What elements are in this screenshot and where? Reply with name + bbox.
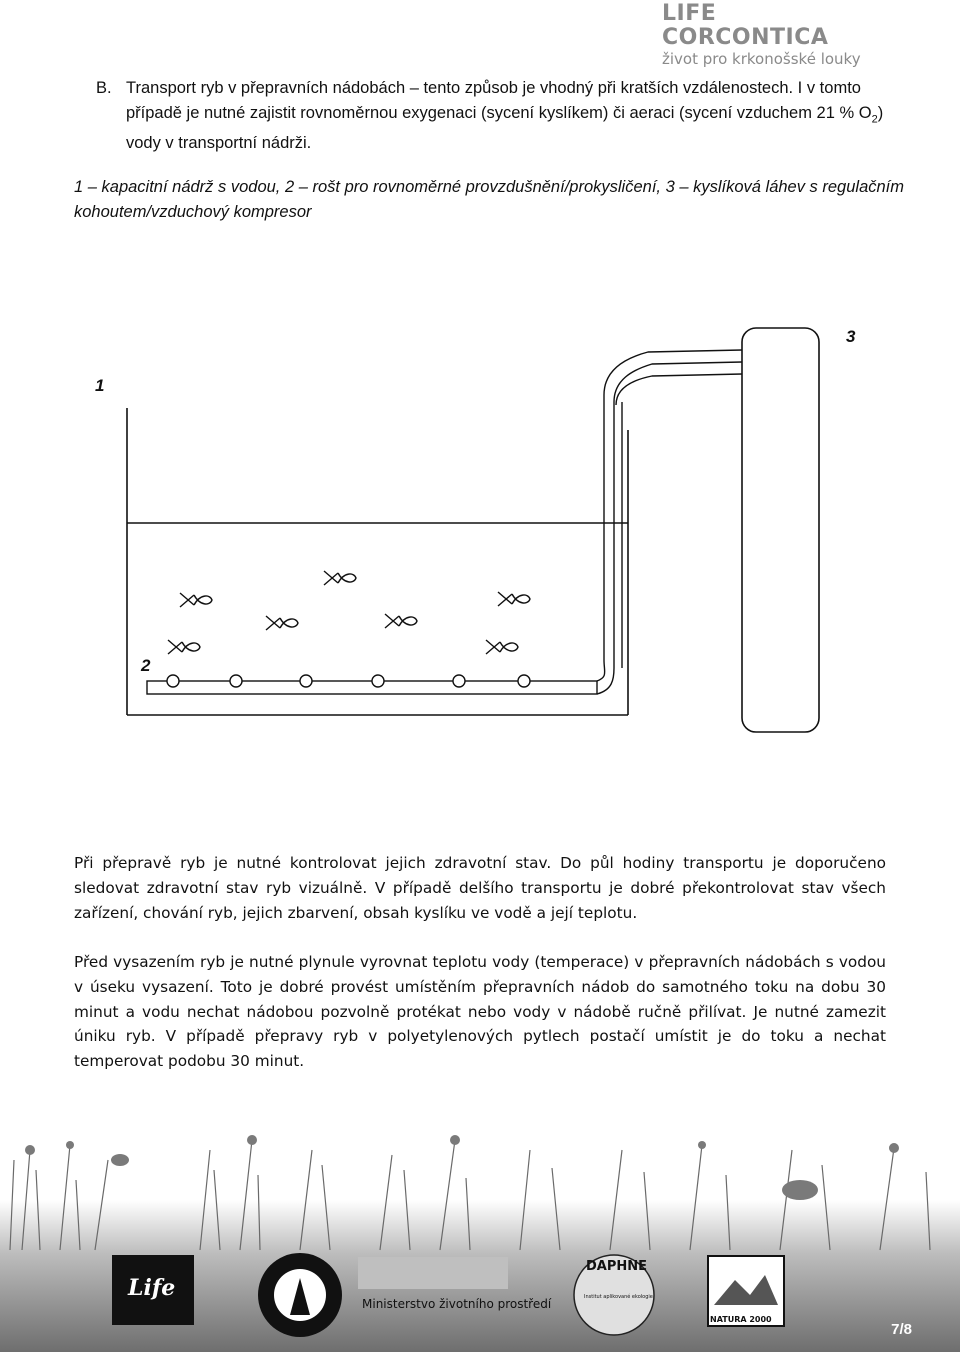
section-text [126, 76, 896, 156]
section-label: B. [96, 79, 112, 97]
daphne-subtext: Institut aplikované ekologie [584, 1294, 653, 1300]
label-tank: 1 [95, 376, 105, 395]
oxygen-subscript: 2 [871, 112, 878, 125]
natura-text: NATURA 2000 [710, 1315, 772, 1324]
label-grate: 2 [141, 656, 151, 675]
section-b [96, 76, 896, 156]
life-logo [112, 1255, 194, 1325]
page-number: 7/8 [891, 1321, 912, 1338]
daphne-logo [574, 1255, 654, 1335]
section-text-part1: Transport ryb v přepravních nádobách – tento způsob je vhodný při kratších vzdálenostech. I v tomto případě je nutné zajistit rovnoměrnou exygenaci (sycení kyslíkem) či aeraci (sycení vzduchem 21 % O [126, 79, 872, 122]
brand-header [662, 2, 862, 68]
diagram-caption: 1 – kapacitní nádrž s vodou, 2 – rošt pro rovnoměrné provzdušnění/prokysličení, 3 – kyslíková láhev s regulačním kohoutem/vzduchový kompresor [74, 178, 905, 221]
daphne-text: DAPHNE [586, 1259, 648, 1274]
fish [486, 640, 518, 654]
aeration-grate [147, 675, 597, 694]
fish [385, 614, 417, 628]
krnap-logo [258, 1253, 342, 1337]
brand-title: LIFE CORCONTICA [662, 1, 829, 50]
tank [127, 408, 628, 715]
fish [324, 571, 356, 585]
label-bottle: 3 [846, 327, 856, 346]
fish [498, 592, 530, 606]
flower-heads [25, 1135, 899, 1200]
oxygen-hose [597, 350, 742, 694]
paragraph-health-check: Při přepravě ryb je nutné kontrolovat jejich zdravotní stav. Do půl hodiny transportu je doporučeno sledovat zdravotní stav ryb vizuálně. V případě delšího transportu je dobré překontrolovat stav všech zařízení, chování ryb, jejich zbarvení, obsah kyslíku ve vodě a její teplotu. [74, 854, 886, 922]
fish [168, 640, 200, 654]
footer-meadow-illustration [0, 1120, 960, 1352]
fish [266, 616, 298, 630]
natura-2000-logo [708, 1256, 784, 1326]
transport-tank-diagram [0, 320, 960, 740]
oxygen-bottle [742, 328, 819, 732]
section-text-part2: ) vody v transportní nádrži. [126, 103, 884, 153]
life-logo-text: Life [128, 1275, 176, 1301]
brand-subtitle: život pro krkonošské louky [662, 50, 861, 68]
ministry-text: Ministerstvo životního prostředí [362, 1297, 552, 1311]
fish [180, 593, 212, 607]
paragraph-release: Před vysazením ryb je nutné plynule vyrovnat teplotu vody (temperace) v přepravních nádobách s vodou v úseku vysazení. Toto je dobré provést umístěním přepravních nádob do samotného toku na dobu 30 minut a vodu nechat nádobou pozvolně protékat nebo vody v nádobě ručně přilívat. Je nutné zamezit úniku ryb. V případě přepravy ryb v polyetylenových pytlech postačí umístit je do toku a nechat temperovat podobu 30 minut. [74, 953, 886, 1071]
fish-group [168, 571, 530, 654]
